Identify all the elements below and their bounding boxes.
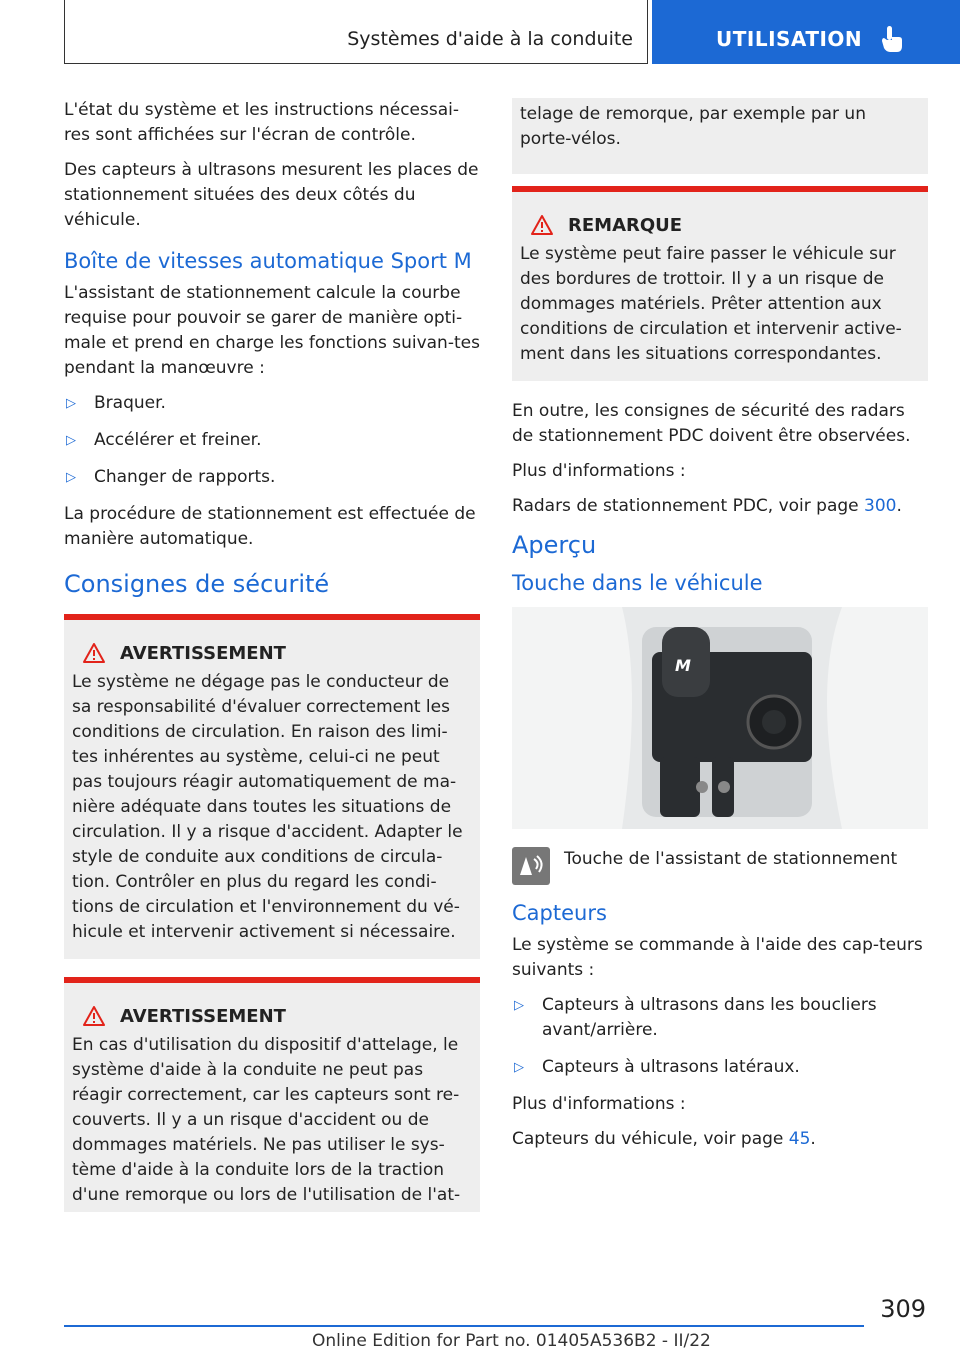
sensors-list xyxy=(512,993,928,1080)
legend-text: Touche de l'assistant de stationnement xyxy=(564,849,898,869)
list-item: ▷ Capteurs à ultrasons dans les boucliers avant/arrière. xyxy=(512,993,928,1043)
assistant-paragraph: L'assistant de stationnement calcule la courbe requise pour pouvoir se garer de manière opti-male et prend en charge les fonctions suivan-tes pendant la manœuvre : xyxy=(64,283,480,378)
capteurs-paragraph: Le système se commande à l'aide des cap-teurs suivants : xyxy=(512,935,923,980)
note-header xyxy=(520,214,918,236)
warning-triangle-icon xyxy=(82,642,106,664)
note-box xyxy=(512,186,928,381)
heading-consignes: Consignes de sécurité xyxy=(64,570,330,598)
pdc-reference: Radars de stationnement PDC, voir page 300. xyxy=(512,496,902,516)
warning-text-continued: telage de remorque, par exemple par un porte-vélos. xyxy=(520,104,866,149)
list-item: ▷ Braquer. xyxy=(64,391,480,416)
intro-paragraph: L'état du système et les instructions nécessai-res sont affichées sur l'écran de contrôle. xyxy=(64,100,460,145)
warning-header xyxy=(72,1005,470,1027)
heading-apercu: Aperçu xyxy=(512,531,597,559)
warning-triangle-icon xyxy=(530,214,554,236)
warning-triangle-icon xyxy=(82,1005,106,1027)
warning-box-continued xyxy=(512,98,928,174)
warning-text: En cas d'utilisation du dispositif d'attelage, le système d'aide à la conduite ne peut pas réagir correctement, car les capteurs sont re-couverts. Il y a un risque d'accident ou de dommages matériels. Ne pas utiliser le sys-tème d'aide à la conduite lors de la traction d'une remorque ou lors de l'utilisation de l'at- xyxy=(72,1035,461,1205)
heading-boite-vitesses: Boîte de vitesses automatique Sport M xyxy=(64,249,472,273)
warning-title: AVERTISSEMENT xyxy=(120,1005,286,1027)
warning-box xyxy=(64,614,480,959)
note-title: REMARQUE xyxy=(568,214,683,236)
reference-end: . xyxy=(810,1129,816,1149)
list-item: ▷ Capteurs à ultrasons latéraux. xyxy=(512,1055,928,1080)
page-link-45[interactable]: 45 xyxy=(788,1129,811,1149)
footer-divider xyxy=(64,1325,864,1327)
heading-touche: Touche dans le véhicule xyxy=(512,571,763,595)
more-info-label: Plus d'informations : xyxy=(512,1094,686,1114)
legend-row xyxy=(512,847,928,885)
heading-capteurs: Capteurs xyxy=(512,901,607,925)
procedure-paragraph: La procédure de stationnement est effectuée de manière automatique. xyxy=(64,504,476,549)
page-number: 309 xyxy=(880,1295,926,1323)
reference-text: Radars de stationnement PDC, voir page xyxy=(512,496,865,516)
sensors-paragraph: Des capteurs à ultrasons mesurent les places de stationnement situées des deux côtés du véhicule. xyxy=(64,160,479,230)
edition-footer: Online Edition for Part no. 01405A536B2 - II/22 xyxy=(312,1331,711,1351)
warning-title: AVERTISSEMENT xyxy=(120,642,286,664)
right-column xyxy=(512,98,928,1162)
list-item: ▷ Changer de rapports. xyxy=(64,465,480,490)
functions-list xyxy=(64,391,480,490)
center-console-photo xyxy=(512,607,928,829)
header-section xyxy=(64,0,648,64)
warning-text: Le système ne dégage pas le conducteur de sa responsabilité d'évaluer correctement les conditions de circulation. En raison des limi-tes inhérentes au système, celui-ci ne peut pas toujours réagir automatiquement de ma-nière adéquate dans toutes les situations de circulation. Il y a risque d'accident. Adapter le style de conduite aux conditions de circula-tion. Contrôler en plus du regard les condi-tions de circulation et l'environnement du vé-hicule et intervenir activement si nécessaire. xyxy=(72,672,463,942)
more-info-label: Plus d'informations : xyxy=(512,461,686,481)
center-console-illustration xyxy=(512,607,928,829)
warning-header xyxy=(72,642,470,664)
header-section-title: Systèmes d'aide à la conduite xyxy=(347,28,633,50)
left-column xyxy=(64,98,480,1212)
note-text: Le système peut faire passer le véhicule sur des bordures de trottoir. Il y a un risque de dommages matériels. Prêter attention aux conditions de circulation et intervenir active-ment dans les situations correspondantes. xyxy=(520,244,902,364)
reference-text: Capteurs du véhicule, voir page xyxy=(512,1129,789,1149)
parking-assistant-icon xyxy=(512,847,550,885)
header-chapter xyxy=(652,0,960,64)
capteurs-reference xyxy=(512,1127,928,1152)
pdc-paragraph: En outre, les consignes de sécurité des radars de stationnement PDC doivent être observées. xyxy=(512,401,911,446)
pointing-hand-icon xyxy=(878,24,906,54)
list-item: ▷ Accélérer et freiner. xyxy=(64,428,480,453)
page-link-300[interactable]: 300 xyxy=(864,496,897,516)
warning-box xyxy=(64,977,480,1212)
header-chapter-title: UTILISATION xyxy=(716,27,863,51)
m-logo: M xyxy=(675,656,691,675)
